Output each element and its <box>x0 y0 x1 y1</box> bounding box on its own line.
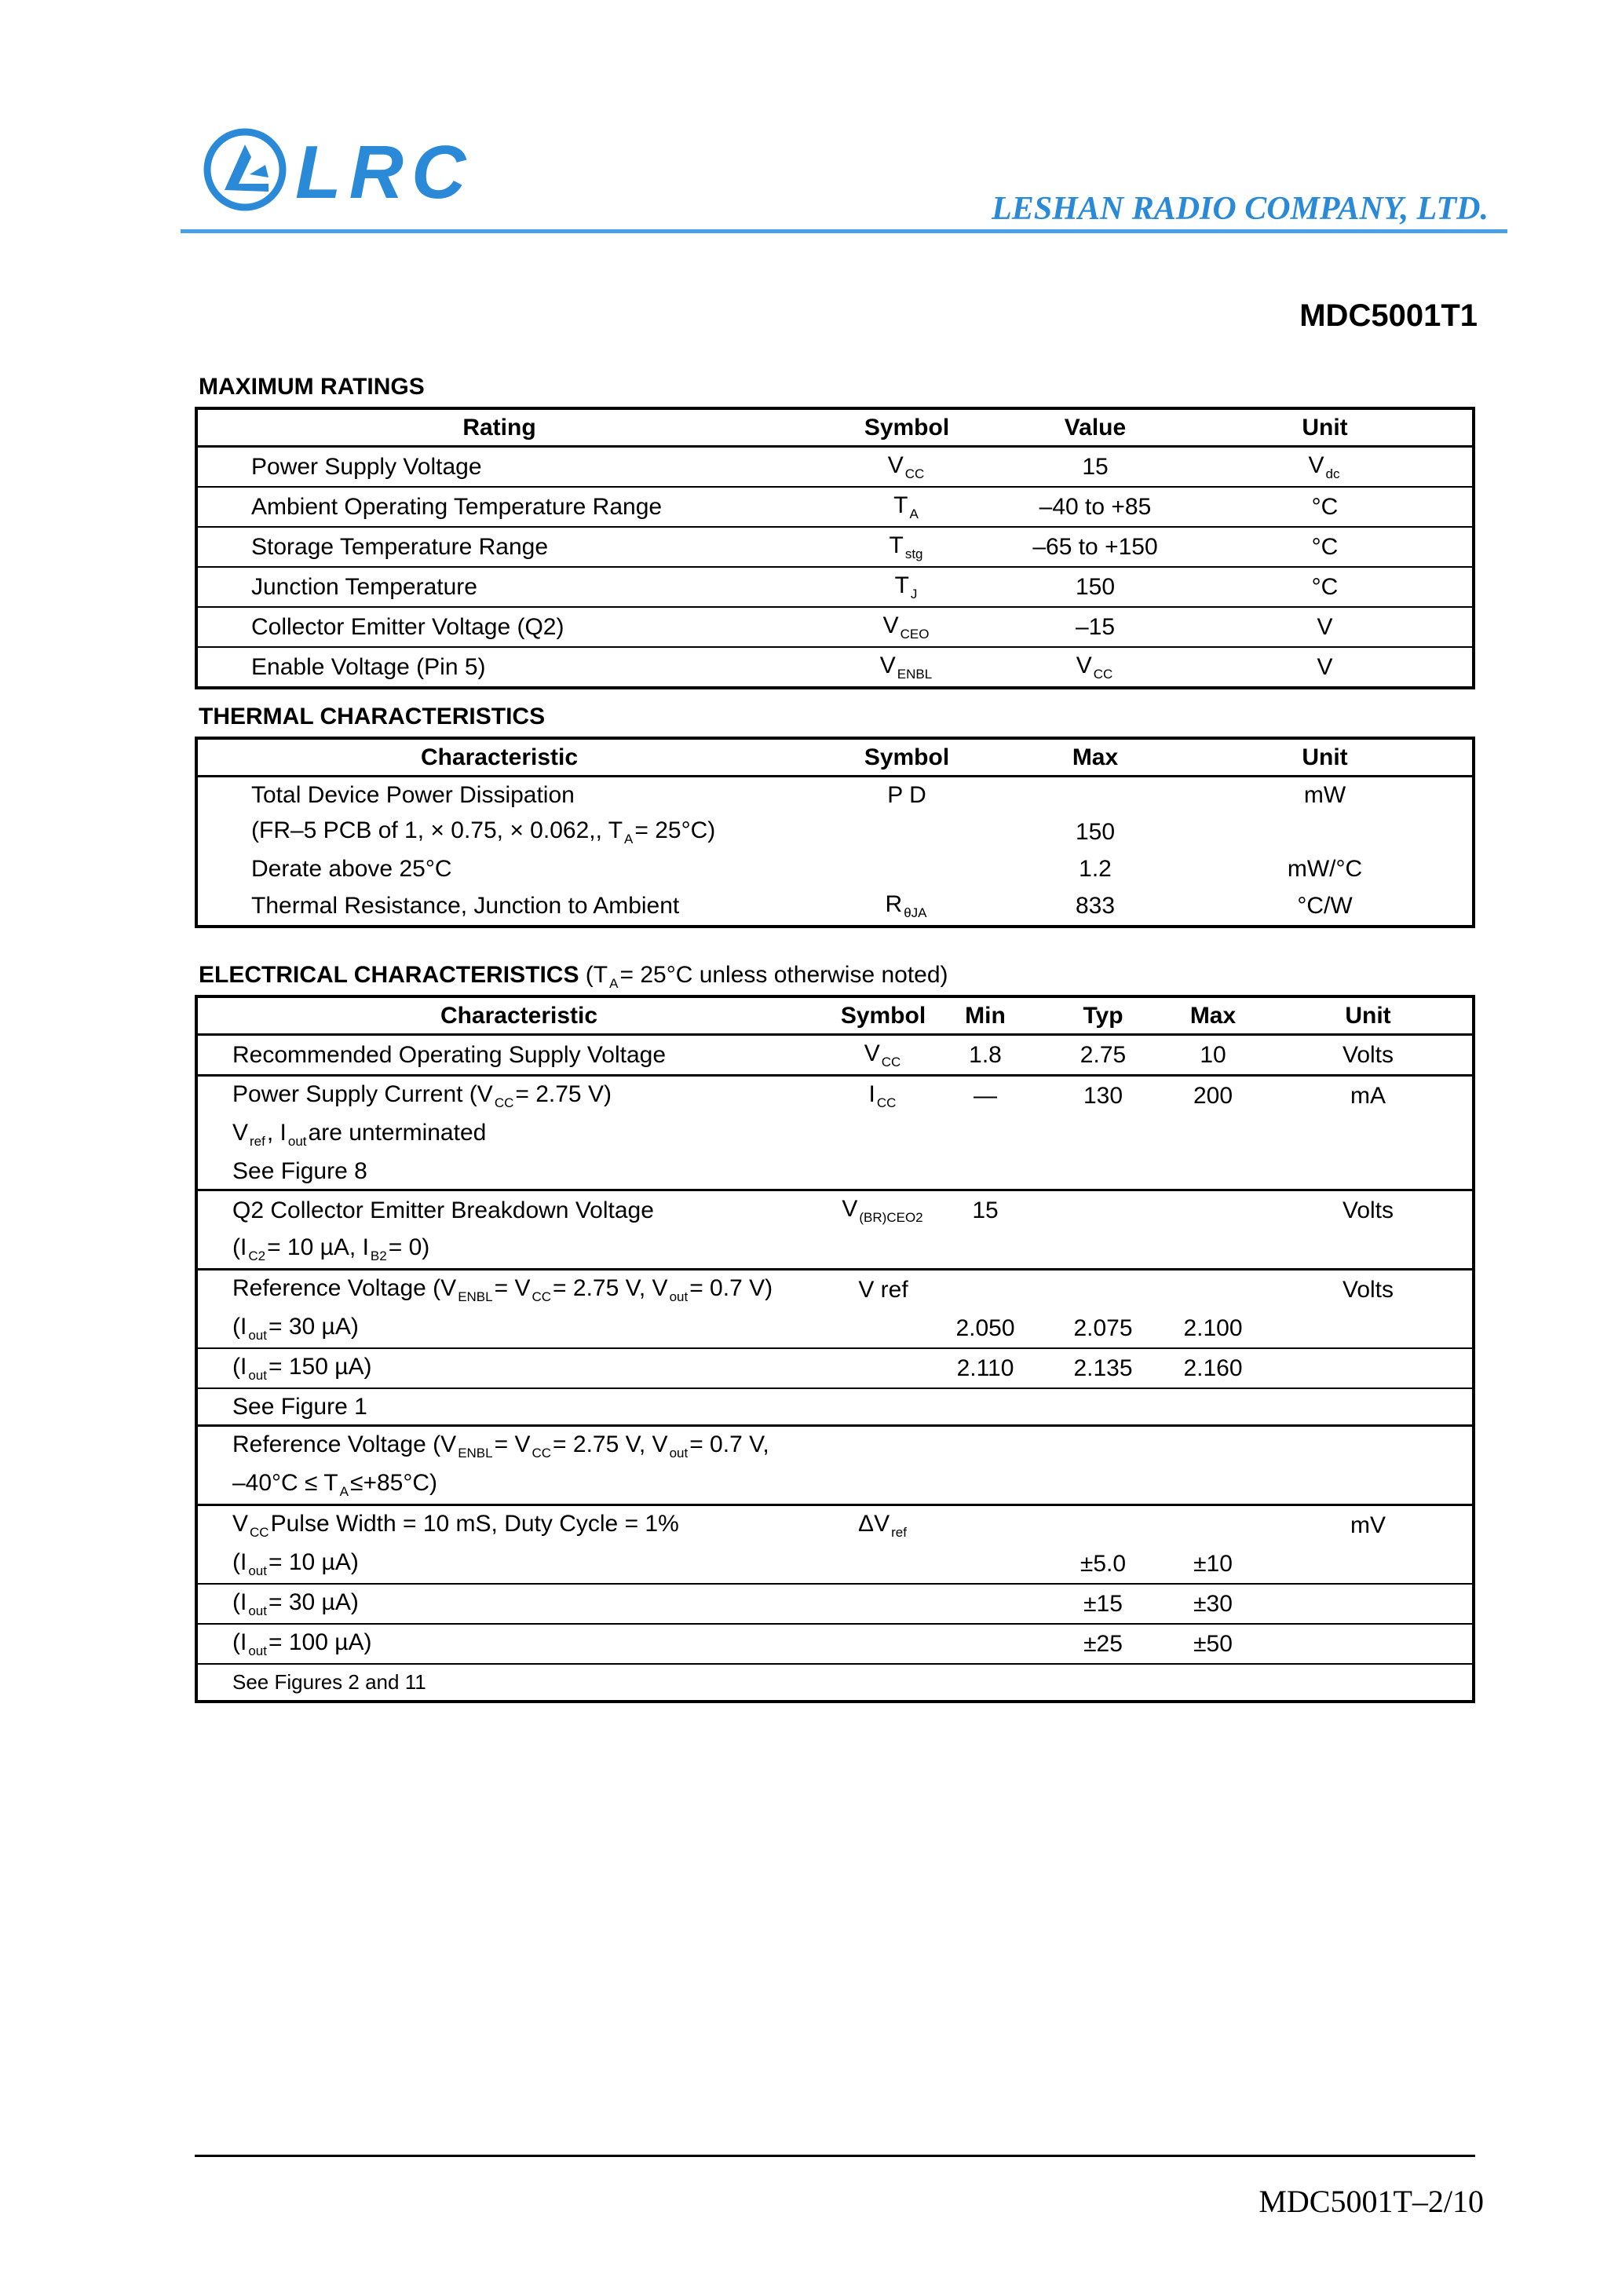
symbol-cell: V $_{(BR)CEO2}$ <box>842 1196 923 1225</box>
table-row <box>196 1309 1474 1348</box>
rating-label: Enable Voltage (Pin 5) <box>251 654 486 680</box>
table-row <box>196 813 1474 851</box>
max-ratings-table <box>195 407 1475 689</box>
table-header-row <box>196 996 1474 1035</box>
col-header: Value <box>1013 408 1178 447</box>
col-header: Max <box>1013 738 1178 777</box>
symbol-cell: V $_{ENBL}$ <box>879 653 933 682</box>
min-cell: 2.050 <box>926 1309 1044 1348</box>
typ-cell: ±5.0 <box>1044 1545 1162 1584</box>
rating-label: Junction Temperature <box>196 567 801 607</box>
characteristic-label: Recommended Operating Supply Voltage <box>196 1035 840 1076</box>
max-cell: 200 <box>1193 1083 1233 1109</box>
value-cell: 15 <box>1013 447 1178 488</box>
characteristic-label: (FR–5 PCB of 1, × 0.75, × 0.062,, T $_A$= 25°C) <box>251 817 716 846</box>
max-cell: 2.160 <box>1162 1348 1264 1388</box>
characteristic-label: –40°C ≤ T $_A$≤+85°C) <box>196 1465 840 1505</box>
max-cell: ±50 <box>1162 1624 1264 1664</box>
footer-divider <box>195 2155 1475 2157</box>
col-header: Min <box>926 996 1044 1035</box>
symbol-cell: T $_{stg}$ <box>801 527 1013 567</box>
value-cell: 1.2 <box>1079 856 1112 882</box>
table-row <box>196 1664 1474 1702</box>
table-row <box>196 1115 1474 1153</box>
symbol-cell: V $_{CEO}$ <box>801 607 1013 647</box>
unit-cell: °C <box>1178 527 1474 567</box>
table-row <box>196 1153 1474 1190</box>
table-row <box>196 1624 1474 1664</box>
unit-cell: °C/W <box>1297 893 1353 919</box>
rating-label: Collector Emitter Voltage (Q2) <box>196 607 801 647</box>
characteristic-label: V $_{ref}$, I $_{out}$are unterminated <box>232 1120 487 1149</box>
col-header: Unit <box>1264 996 1474 1035</box>
max-cell: ±30 <box>1162 1584 1264 1624</box>
col-header: Max <box>1162 996 1264 1035</box>
company-name: LESHAN RADIO COMPANY, LTD. <box>992 191 1489 227</box>
characteristic-label: See Figures 2 and 11 <box>232 1670 426 1694</box>
characteristic-label: (I $_{out}$= 100 µA) <box>196 1624 840 1664</box>
table-row <box>196 1230 1474 1270</box>
characteristic-label: (I $_{out}$= 30 µA) <box>196 1584 840 1624</box>
table-row <box>196 1465 1474 1505</box>
symbol-cell: ΔV $_{ref}$ <box>858 1511 907 1540</box>
unit-cell: mV <box>1350 1512 1386 1538</box>
col-header: Typ <box>1044 996 1162 1035</box>
electrical-note: (T $_A$= 25°C unless otherwise noted) <box>585 962 948 991</box>
table-row <box>196 567 1474 607</box>
characteristic-label: Q2 Collector Emitter Breakdown Voltage <box>232 1197 654 1223</box>
characteristic-label: (I $_{C2}$= 10 µA, I $_{B2}$= 0) <box>196 1230 840 1270</box>
characteristic-label: (I $_{out}$= 30 µA) <box>196 1309 840 1348</box>
col-header: Characteristic <box>196 996 840 1035</box>
typ-cell: ±15 <box>1044 1584 1162 1624</box>
part-number: MDC5001T1 <box>1299 298 1478 333</box>
rating-label: Ambient Operating Temperature Range <box>196 487 801 527</box>
table-row <box>196 1505 1474 1545</box>
table-row <box>196 1545 1474 1584</box>
min-cell: — <box>974 1083 997 1109</box>
typ-cell: ±25 <box>1044 1624 1162 1664</box>
col-header: Unit <box>1178 738 1474 777</box>
symbol-cell <box>801 851 1013 887</box>
typ-cell: 130 <box>1083 1083 1123 1109</box>
value-cell: 833 <box>1075 893 1116 919</box>
typ-cell: 2.135 <box>1044 1348 1162 1388</box>
table-row <box>196 647 1474 688</box>
min-cell: 15 <box>972 1197 999 1223</box>
characteristic-label: Thermal Resistance, Junction to Ambient <box>251 893 680 919</box>
value-cell: –40 to +85 <box>1013 487 1178 527</box>
characteristic-label: (I $_{out}$= 10 µA) <box>196 1545 840 1584</box>
characteristic-label: Reference Voltage (V $_{ENBL}$= V $_{CC}$= 2.75 V, V $_{out}$= 0.7 V) <box>232 1275 773 1304</box>
col-header: Characteristic <box>196 738 801 777</box>
thermal-title: THERMAL CHARACTERISTICS <box>199 704 546 729</box>
table-row <box>196 487 1474 527</box>
table-row <box>196 527 1474 567</box>
table-header-row <box>196 408 1474 447</box>
symbol-cell: I $_{CC}$ <box>868 1081 897 1110</box>
table-row <box>196 1348 1474 1388</box>
table-row <box>196 607 1474 647</box>
page-number: MDC5001T–2/10 <box>1259 2184 1484 2219</box>
table-row <box>196 887 1474 927</box>
symbol-cell <box>801 813 1013 851</box>
col-header: Rating <box>196 408 801 447</box>
table-row <box>196 1035 1474 1076</box>
table-row <box>196 1270 1474 1310</box>
symbol-cell: V $_{CC}$ <box>801 447 1013 488</box>
table-row <box>196 1190 1474 1230</box>
table-row <box>196 1584 1474 1624</box>
min-cell: 1.8 <box>926 1035 1044 1076</box>
unit-cell: Volts <box>1264 1035 1474 1076</box>
max-cell: 2.100 <box>1162 1309 1264 1348</box>
col-header: Unit <box>1178 408 1474 447</box>
typ-cell: 2.075 <box>1044 1309 1162 1348</box>
unit-cell: mW <box>1303 782 1346 808</box>
table-row <box>196 777 1474 813</box>
symbol-cell: V ref <box>858 1277 908 1303</box>
min-cell: 2.110 <box>926 1348 1044 1388</box>
value-cell: –65 to +150 <box>1013 527 1178 567</box>
lrc-logo <box>203 126 485 220</box>
table-row <box>196 851 1474 887</box>
rating-label: Power Supply Voltage <box>196 447 801 488</box>
value-cell: 150 <box>1075 819 1116 845</box>
unit-cell: Volts <box>1342 1197 1394 1223</box>
value-cell: V $_{CC}$ <box>1076 653 1113 682</box>
unit-cell: °C <box>1178 567 1474 607</box>
characteristic-label: V $_{CC}$Pulse Width = 10 mS, Duty Cycle = 1% <box>232 1511 679 1540</box>
symbol-cell: R $_{\theta JA}$ <box>885 891 927 920</box>
electrical-title: ELECTRICAL CHARACTERISTICS (T $_A$= 25°C unless otherwise noted) <box>199 962 948 991</box>
table-header-row <box>196 738 1474 777</box>
symbol-cell: T $_A$ <box>801 487 1013 527</box>
typ-cell: 2.75 <box>1044 1035 1162 1076</box>
unit-cell: mA <box>1350 1083 1386 1109</box>
unit-cell: V <box>1178 607 1474 647</box>
max-cell: ±10 <box>1162 1545 1264 1584</box>
col-header: Symbol <box>840 996 926 1035</box>
symbol-cell: T $_J$ <box>801 567 1013 607</box>
thermal-table <box>195 737 1475 928</box>
electrical-table <box>195 995 1475 1703</box>
characteristic-label: Total Device Power Dissipation <box>251 782 575 808</box>
symbol-cell: V $_{CC}$ <box>840 1035 926 1076</box>
unit-cell: Volts <box>1342 1277 1394 1303</box>
characteristic-label: (I $_{out}$= 150 µA) <box>196 1348 840 1388</box>
table-row <box>196 1076 1474 1116</box>
unit-cell: mW/°C <box>1287 856 1363 882</box>
unit-cell: V $_{dc}$ <box>1178 447 1474 488</box>
rating-label: Storage Temperature Range <box>196 527 801 567</box>
characteristic-label: See Figure 8 <box>196 1153 840 1190</box>
max-cell: 10 <box>1162 1035 1264 1076</box>
characteristic-label: Derate above 25°C <box>251 856 452 882</box>
table-row <box>196 447 1474 488</box>
characteristic-label: Power Supply Current (V $_{CC}$= 2.75 V) <box>232 1081 612 1110</box>
unit-cell <box>1178 813 1474 851</box>
characteristic-label: See Figure 1 <box>196 1388 840 1426</box>
table-row <box>196 1388 1474 1426</box>
characteristic-label: Reference Voltage (V $_{ENBL}$= V $_{CC}$= 2.75 V, V $_{out}$= 0.7 V, <box>232 1431 769 1461</box>
unit-cell: V <box>1317 654 1333 680</box>
value-cell: 150 <box>1013 567 1178 607</box>
value-cell: –15 <box>1013 607 1178 647</box>
header-divider <box>181 229 1507 233</box>
table-row <box>196 1426 1474 1466</box>
col-header: Symbol <box>801 738 1013 777</box>
symbol-cell: P D <box>887 782 926 808</box>
logo-text: LRC <box>295 130 474 214</box>
col-header: Symbol <box>801 408 1013 447</box>
max-ratings-title: MAXIMUM RATINGS <box>199 374 425 400</box>
unit-cell: °C <box>1178 487 1474 527</box>
value-cell <box>1013 777 1178 813</box>
